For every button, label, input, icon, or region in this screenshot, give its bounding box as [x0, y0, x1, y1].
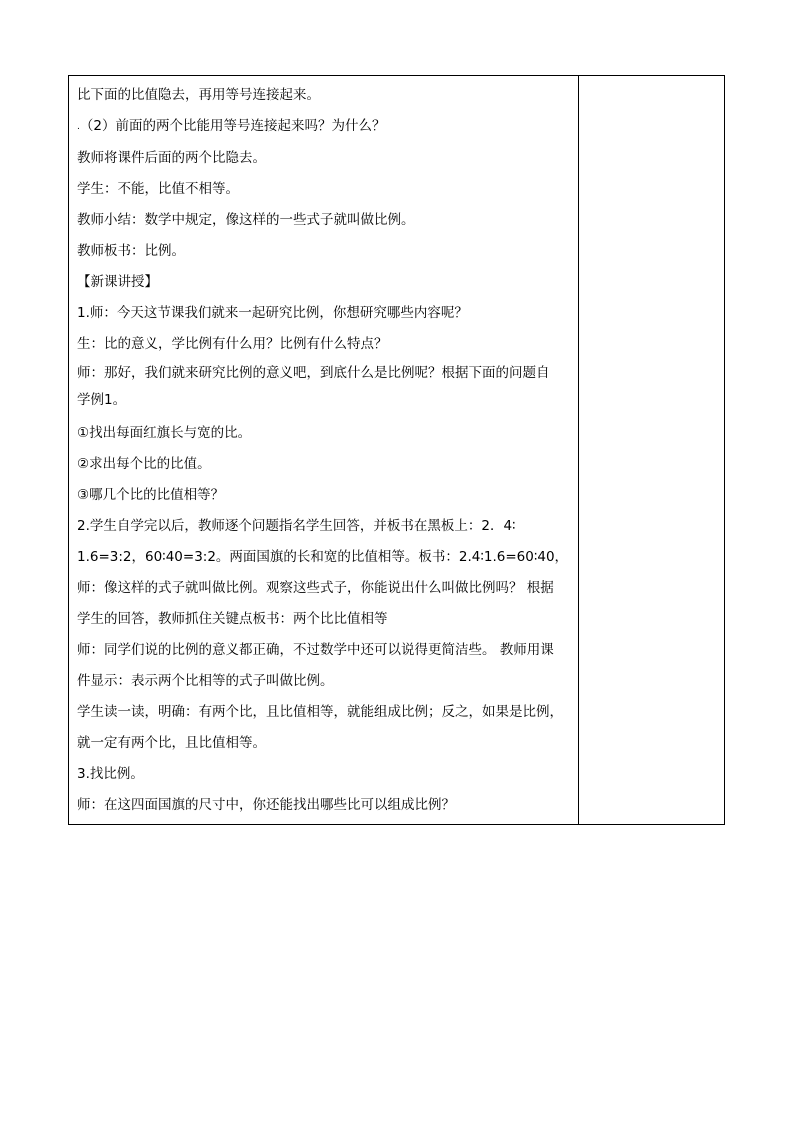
text-line-3: 教师将课件后面的两个比隐去。 [77, 150, 266, 166]
text-line-23: 3.找比例。 [77, 766, 144, 782]
text-line-19: 师：同学们说的比例的意义都正确，不过数学中还可以说得更简洁些。 教师用课 [77, 642, 554, 658]
text-line-18: 学生的回答，教师抓住关键点板书：两个比比值相等 [77, 611, 388, 627]
text-line-10: 师：那好，我们就来研究比例的意义吧，到底什么是比例呢？根据下面的问题自 [77, 365, 550, 381]
text-line-15: 2.学生自学完以后，教师逐个问题指名学生回答，并板书在黑板上：2．4∶ [77, 518, 516, 534]
text-line-20: 件显示：表示两个比相等的式子叫做比例。 [77, 673, 334, 689]
lesson-content-cell [69, 76, 579, 824]
text-line-2-content: （2）前面的两个比能用等号连接起来吗？为什么？ [79, 118, 386, 134]
text-line-9: 生：比的意义，学比例有什么用？比例有什么特点？ [77, 336, 388, 352]
text-line-1: 比下面的比值隐去，再用等号连接起来。 [77, 87, 320, 103]
question-3: ③哪几个比的比值相等？ [77, 487, 225, 503]
notes-cell [579, 76, 724, 824]
text-line-16: 1.6=3:2，60∶40=3:2。两面国旗的长和宽的比值相等。板书：2.4∶1.6=60∶40， [77, 549, 569, 565]
text-line-5: 教师小结：数学中规定，像这样的一些式子就叫做比例。 [77, 212, 415, 228]
text-line-17: 师：像这样的式子就叫做比例。观察这些式子，你能说出什么叫做比例吗？ 根据 [77, 580, 554, 596]
question-1: ①找出每面红旗长与宽的比。 [77, 425, 252, 441]
question-2: ②求出每个比的比值。 [77, 456, 211, 472]
text-line-6: 教师板书：比例。 [77, 243, 185, 259]
section-heading-new-lesson: 【新课讲授】 [77, 274, 158, 290]
text-line-24: 师：在这四面国旗的尺寸中，你还能找出哪些比可以组成比例？ [77, 797, 455, 813]
text-line-4: 学生：不能，比值不相等。 [77, 181, 239, 197]
lesson-table [68, 75, 725, 825]
text-line-21: 学生读一读，明确：有两个比，且比值相等，就能组成比例；反之，如果是比例， [77, 704, 563, 720]
text-line-2 [77, 111, 574, 143]
text-line-22: 就一定有两个比，且比值相等。 [77, 735, 266, 751]
text-line-11: 学例1。 [77, 392, 127, 408]
text-line-8: 1.师：今天这节课我们就来一起研究比例，你想研究哪些内容呢？ [77, 305, 468, 321]
bullet-dot: . [77, 122, 80, 132]
